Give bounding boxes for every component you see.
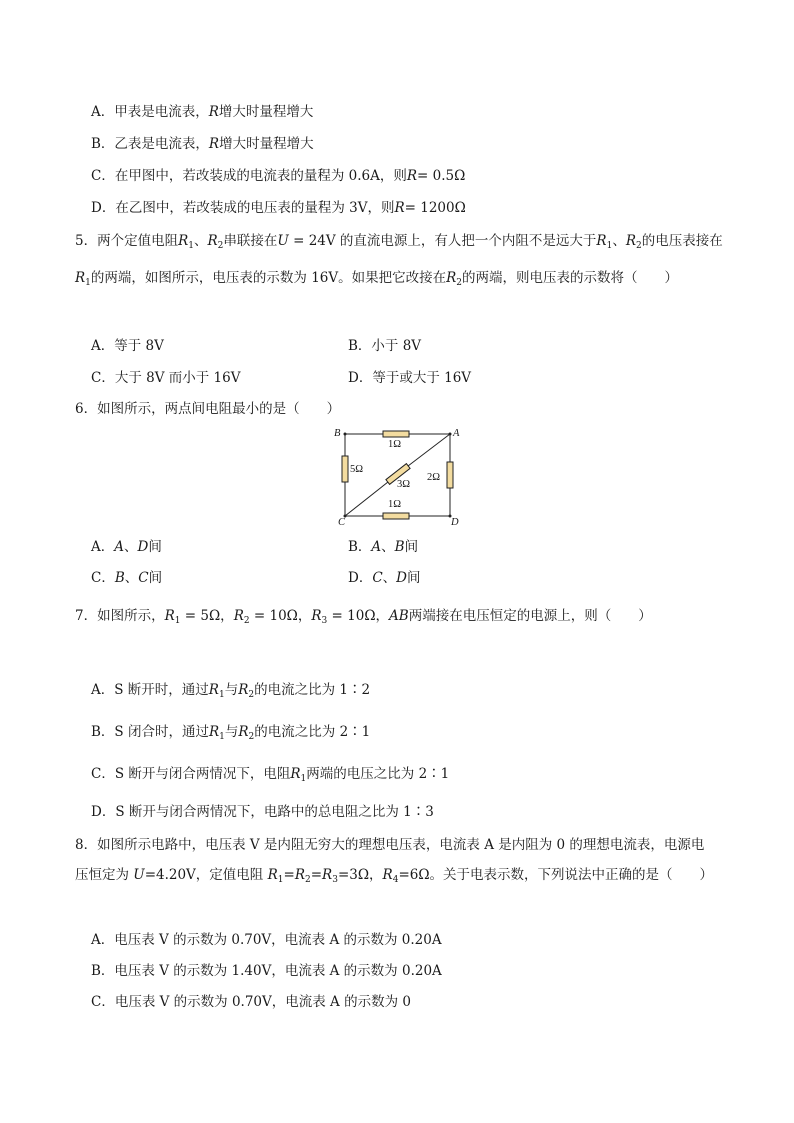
q7-option-c: C．S 断开与闭合两情况下，电阻$R_1$两端的电压之比为 2∶1 [91,766,450,784]
q7-option-b: B．S 闭合时，通过$R_1$与$R_2$的电流之比为 2∶1 [91,724,371,742]
wire-diag-upper [408,434,450,466]
q6-option-a: A．A、D间 [91,539,162,555]
label-c: C [338,517,346,528]
q5-option-a: A．等于 8V [91,338,164,354]
q6-option-b: B．A、B间 [348,539,419,555]
node-b [344,433,347,436]
q5-option-c: C．大于 8V 而小于 16V [91,370,241,386]
q7-option-a: A．S 断开时，通过$R_1$与$R_2$的电流之比为 1∶2 [91,682,371,700]
label-r-right: 2Ω [427,472,441,483]
label-d: D [451,517,459,528]
q5-option-b: B．小于 8V [348,338,422,354]
q6-circuit-figure [333,424,463,528]
q4-option-c: C．在甲图中，若改装成的电流表的量程为 0.6A，则R= 0.5Ω [91,168,466,184]
q5-option-d: D．等于或大于 16V [348,370,472,386]
q7-stem: 7．如图所示，$R_1 = 5\Omega$，$R_2 = 10\Omega$，$R_3 = 10\Omega$，AB两端接在电压恒定的电源上，则（ ） [75,608,652,626]
q8-option-b: B．电压表 V 的示数为 1.40V，电流表 A 的示数为 0.20A [91,963,442,979]
label-b: B [334,428,341,439]
q5-stem-line2: $R_1$的两端，如图所示，电压表的示数为 16V。如果把它改接在$R_2$的两端，则电压表的示数将（ ） [75,270,679,288]
q8-stem-line2: 压恒定为 U=4.20V，定值电阻 $R_1=R_2=R_3=3\Omega$，$R_4=6\Omega$。关于电表示数，下列说法中正确的是（ ） [75,867,714,885]
wire-diag-lower [345,482,388,516]
q4-option-a: A．甲表是电流表，R增大时量程增大 [91,104,314,120]
label-r-top: 1Ω [388,439,402,450]
label-r-left: 5Ω [350,464,364,475]
q5-stem-line1: 5．两个定值电阻$R_1$、$R_2$串联接在U = 24V 的直流电源上，有人把一个内阻不是远大于$R_1$、$R_2$的电压表接在 [75,233,723,251]
node-a [449,433,452,436]
q4-option-d: D．在乙图中，若改装成的电压表的量程为 3V，则R= 1200Ω [91,200,466,216]
q6-option-c: C．B、C间 [91,570,163,586]
q6-stem: 6．如图所示，两点间电阻最小的是（ ） [75,401,341,417]
label-r-bottom: 1Ω [388,499,402,510]
label-a: A [453,428,460,439]
q8-option-a: A．电压表 V 的示数为 0.70V，电流表 A 的示数为 0.20A [91,932,442,948]
q8-stem-line1: 8．如图所示电路中，电压表 V 是内阻无穷大的理想电压表，电流表 A 是内阻为 0 的理想电流表，电源电 [75,837,705,853]
resistor-top [383,431,409,437]
resistor-bottom [383,513,409,519]
q8-option-c: C．电压表 V 的示数为 0.70V，电流表 A 的示数为 0 [91,994,411,1010]
q7-option-d: D．S 断开与闭合两情况下，电路中的总电阻之比为 1∶3 [91,804,434,820]
q4-option-b: B．乙表是电流表，R增大时量程增大 [91,136,314,152]
q6-option-d: D．C、D间 [348,570,421,586]
label-r-diag: 3Ω [397,479,411,490]
resistor-right [447,462,453,488]
resistor-left [342,456,348,482]
